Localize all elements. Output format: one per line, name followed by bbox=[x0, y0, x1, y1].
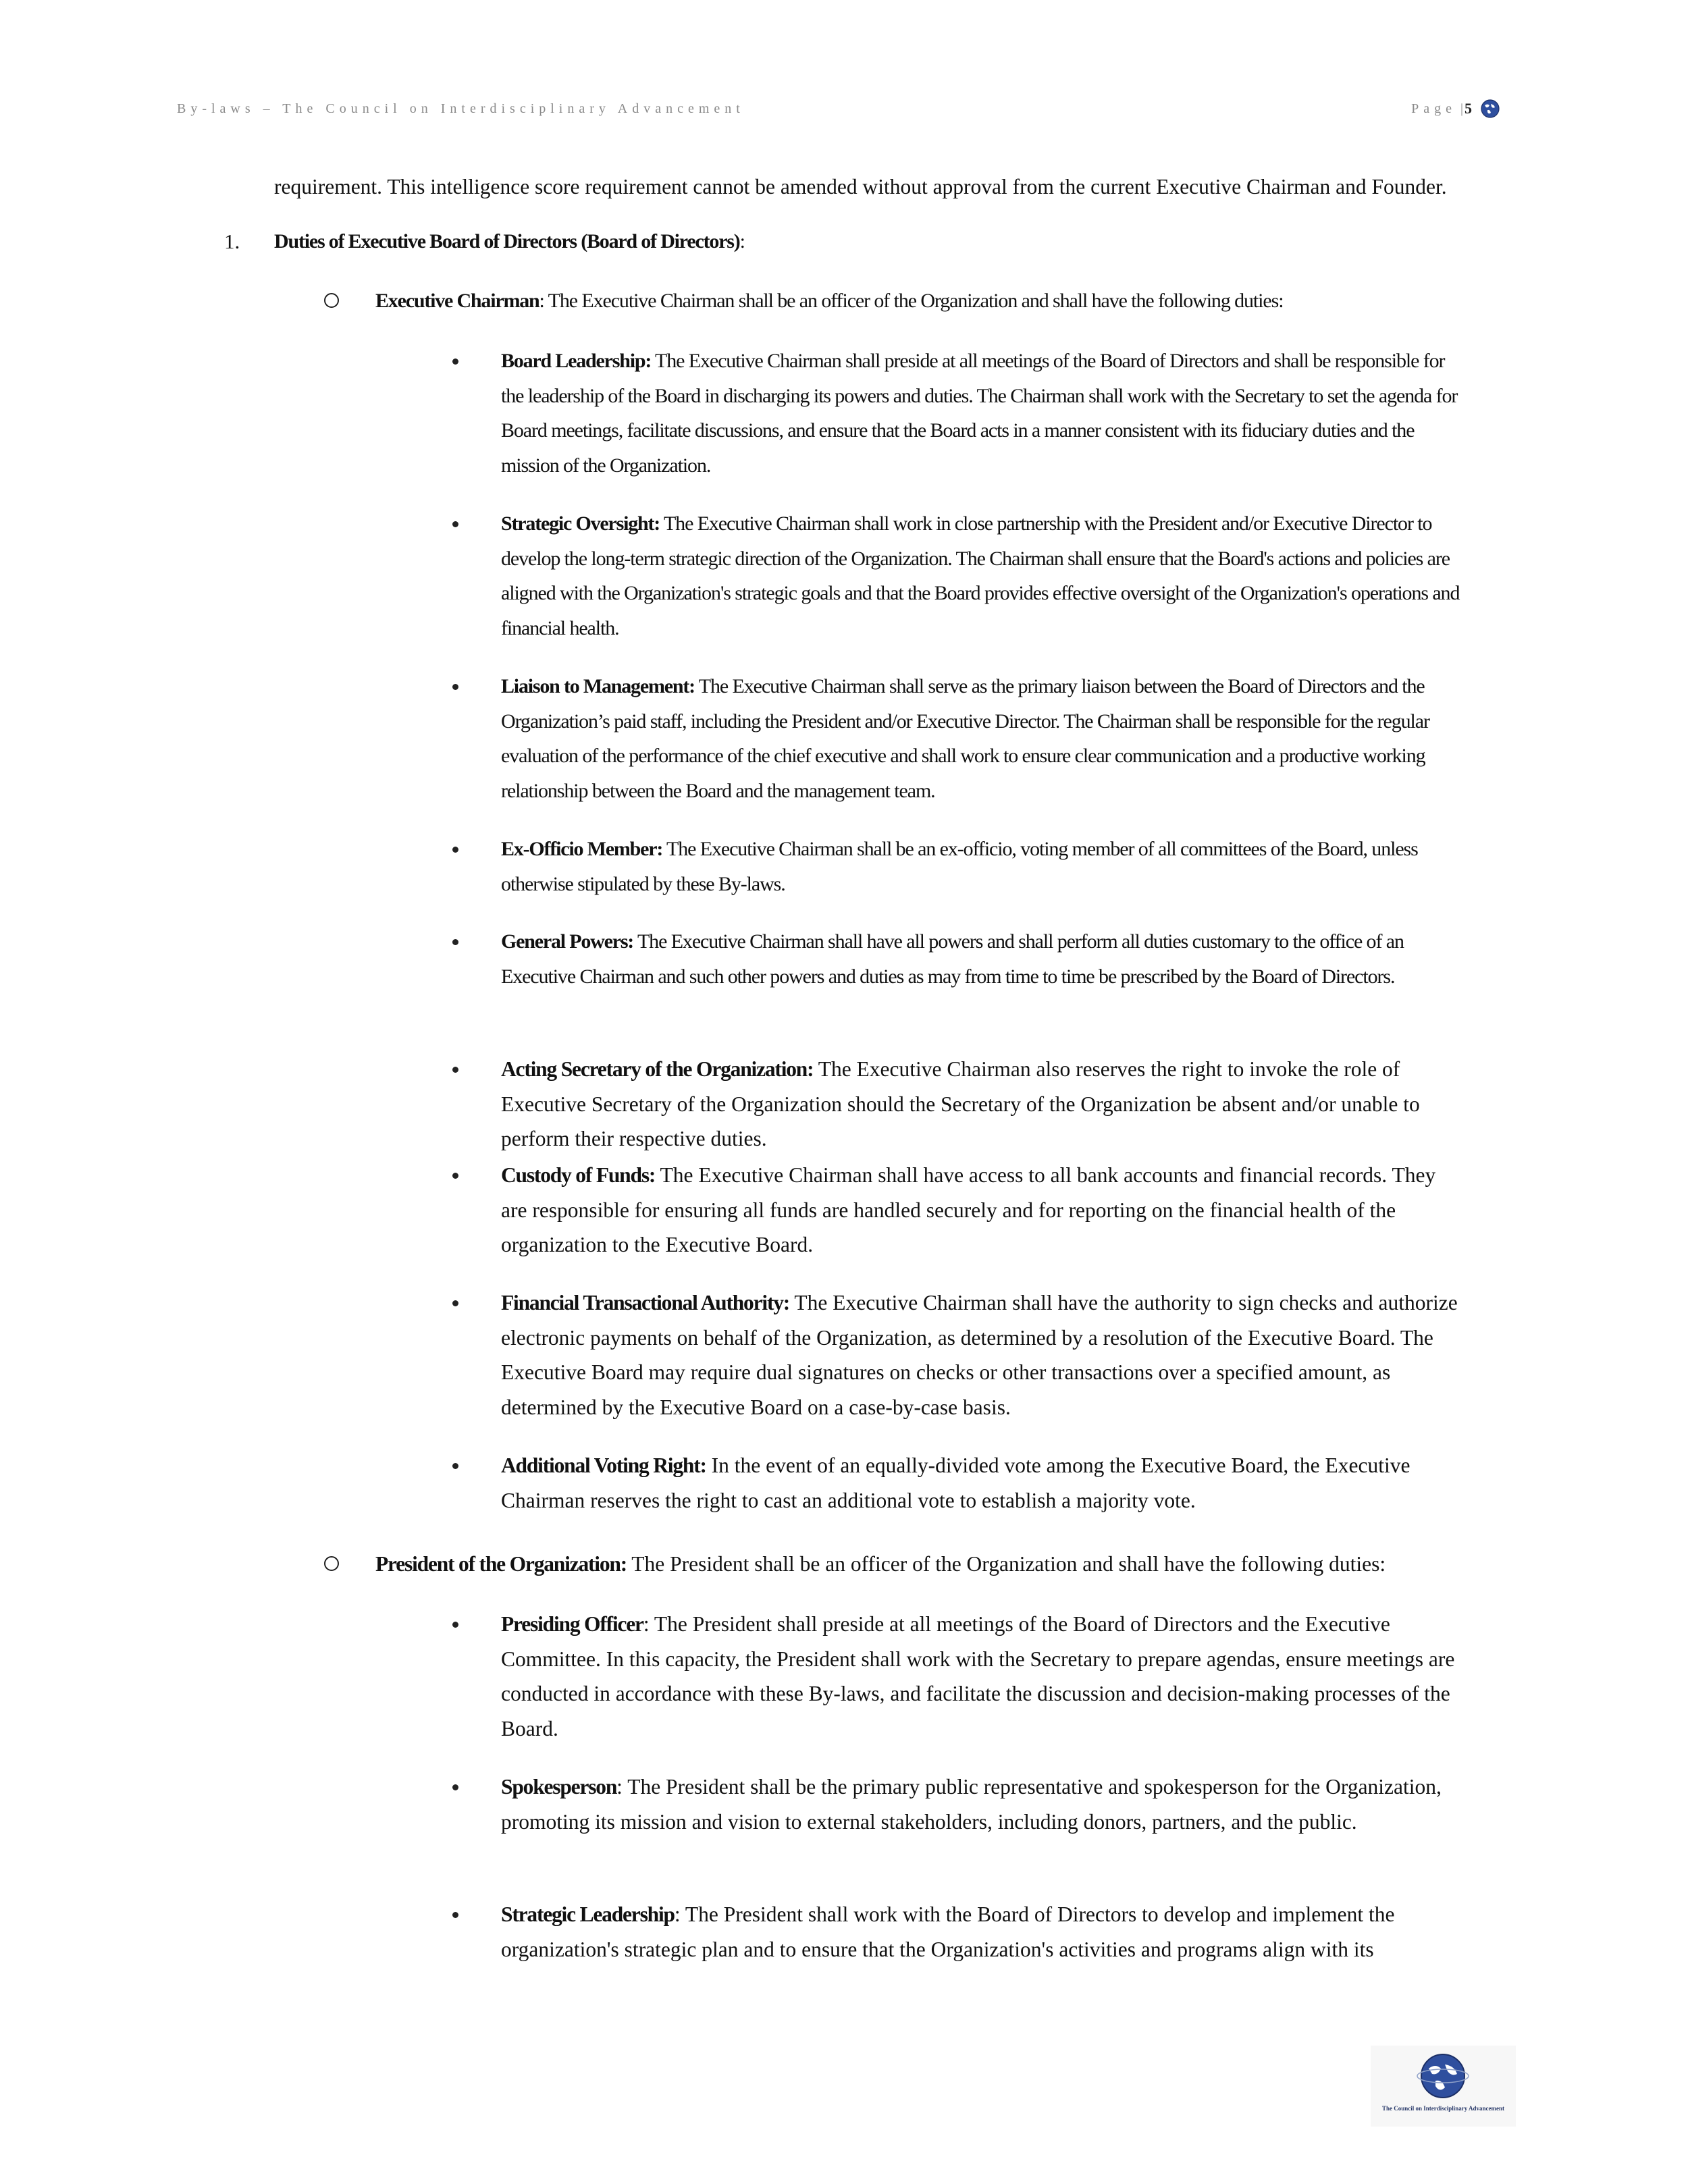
page-number-block bbox=[1411, 99, 1500, 119]
list-item: Strategic Oversight: The Executive Chairman shall work in close partnership with the President and/or Executive Director to develop the long-term strategic direction of the Organization. The Chairman shall ensure that the Board's actions and policies are aligned with the Organization's strategic goals and that the Board provides effective oversight of the Organization's operations and financial health. bbox=[501, 512, 1460, 639]
president-desc: The President shall be an officer of the Organization and shall have the following duties: bbox=[627, 1552, 1386, 1576]
section-title: Duties of Executive Board of Directors (Board of Directors) bbox=[274, 230, 740, 252]
list-item: Financial Transactional Authority: The Executive Chairman shall have the authority to sign checks and authorize electronic payments on behalf of the Organization, as determined by a resolution of the Executive Board. The Executive Board may require dual signatures on checks or other transactions over a specified amount, as determined by the Executive Board on a case-by-case basis. bbox=[501, 1291, 1458, 1419]
page-separator: | bbox=[1460, 101, 1463, 116]
exec-chairman-title: Executive Chairman bbox=[375, 290, 539, 312]
globe-logo-icon bbox=[1480, 99, 1500, 119]
exec-chairman-heading bbox=[375, 284, 1510, 319]
exec-chairman-desc: : The Executive Chairman shall be an officer of the Organization and shall have the following duties: bbox=[539, 290, 1284, 312]
bullet-icon bbox=[452, 684, 458, 690]
page-number: 5 bbox=[1465, 100, 1472, 117]
bullet-icon bbox=[452, 1173, 458, 1179]
list-item: Acting Secretary of the Organization: The Executive Chairman also reserves the right to invoke the role of Executive Secretary of the Organization should the Secretary of the Organization be absent and/or unable to perform their respective duties. bbox=[501, 1057, 1420, 1150]
list-item: Ex-Officio Member: The Executive Chairman shall be an ex-officio, voting member of all committees of the Board, unless otherwise stipulated by these By-laws. bbox=[501, 838, 1418, 895]
president-title: President of the Organization: bbox=[375, 1552, 627, 1576]
page-label: Page bbox=[1411, 101, 1456, 116]
section-heading: Duties of Executive Board of Directors (Board of Directors): bbox=[274, 230, 745, 252]
bullet-icon bbox=[452, 1622, 458, 1628]
footer-org-name: The Council on Interdisciplinary Advancement bbox=[1381, 2105, 1504, 2112]
list-item: Strategic Leadership: The President shall work with the Board of Directors to develop and implement the organization's strategic plan and to ensure that the Organization's activities and programs align with its bbox=[501, 1902, 1395, 1961]
list-item: Additional Voting Right: In the event of an equally-divided vote among the Executive Board, the Executive Chairman reserves the right to cast an additional vote to establish a majority vote. bbox=[501, 1454, 1410, 1512]
circle-bullet-icon bbox=[324, 293, 339, 308]
bullet-icon bbox=[452, 1912, 458, 1918]
list-item: Spokesperson: The President shall be the primary public representative and spokesperson for the Organization, promoting its mission and vision to external stakeholders, including donors, partners, and the public. bbox=[501, 1775, 1442, 1834]
page-header bbox=[177, 101, 1500, 128]
bullet-icon bbox=[452, 1067, 458, 1073]
list-item: Liaison to Management: The Executive Chairman shall serve as the primary liaison between the Board of Directors and the Organization’s paid staff, including the President and/or Executive Director. The Chairman shall be responsible for the regular evaluation of the performance of the chief executive and shall work to ensure clear communication and a productive working relationship between the Board and the management team. bbox=[501, 675, 1429, 802]
bullet-icon bbox=[452, 521, 458, 527]
organization-logo-icon bbox=[1371, 2046, 1516, 2127]
section-number: 1. bbox=[224, 230, 240, 253]
bullet-icon bbox=[452, 1784, 458, 1790]
bullet-icon bbox=[452, 939, 458, 945]
president-heading bbox=[375, 1547, 1510, 1582]
header-title: By-laws – The Council on Interdisciplinary Advancement bbox=[177, 101, 745, 116]
circle-bullet-icon bbox=[324, 1556, 339, 1571]
bullet-icon bbox=[452, 1463, 458, 1469]
list-item: Presiding Officer: The President shall preside at all meetings of the Board of Directors and the Executive Committee. In this capacity, the President shall work with the Secretary to prepare agendas, ensure meetings are conducted in accordance with these By-laws, and facilitate the discussion and decision-making processes of the Board. bbox=[501, 1612, 1455, 1740]
list-item: General Powers: The Executive Chairman shall have all powers and shall perform all duties customary to the office of an Executive Chairman and such other powers and duties as may from time to time be prescribed by the Board of Directors. bbox=[501, 930, 1404, 988]
list-item: Board Leadership: The Executive Chairman shall preside at all meetings of the Board of Directors and shall be responsible for the leadership of the Board in discharging its powers and duties. The Chairman shall work with the Secretary to set the agenda for Board meetings, facilitate discussions, and ensure that the Board acts in a manner consistent with its fiduciary duties and the mission of the Organization. bbox=[501, 350, 1458, 477]
bullet-icon bbox=[452, 358, 458, 365]
bullet-icon bbox=[452, 847, 458, 853]
intro-paragraph: requirement. This intelligence score requirement cannot be amended without approval from the current Executive Chairman and Founder. bbox=[274, 175, 1447, 198]
list-item: Custody of Funds: The Executive Chairman shall have access to all bank accounts and financial records. They are responsible for ensuring all funds are handled securely and for reporting on the financial health of the organization to the Executive Board. bbox=[501, 1163, 1436, 1256]
bullet-icon bbox=[452, 1300, 458, 1306]
